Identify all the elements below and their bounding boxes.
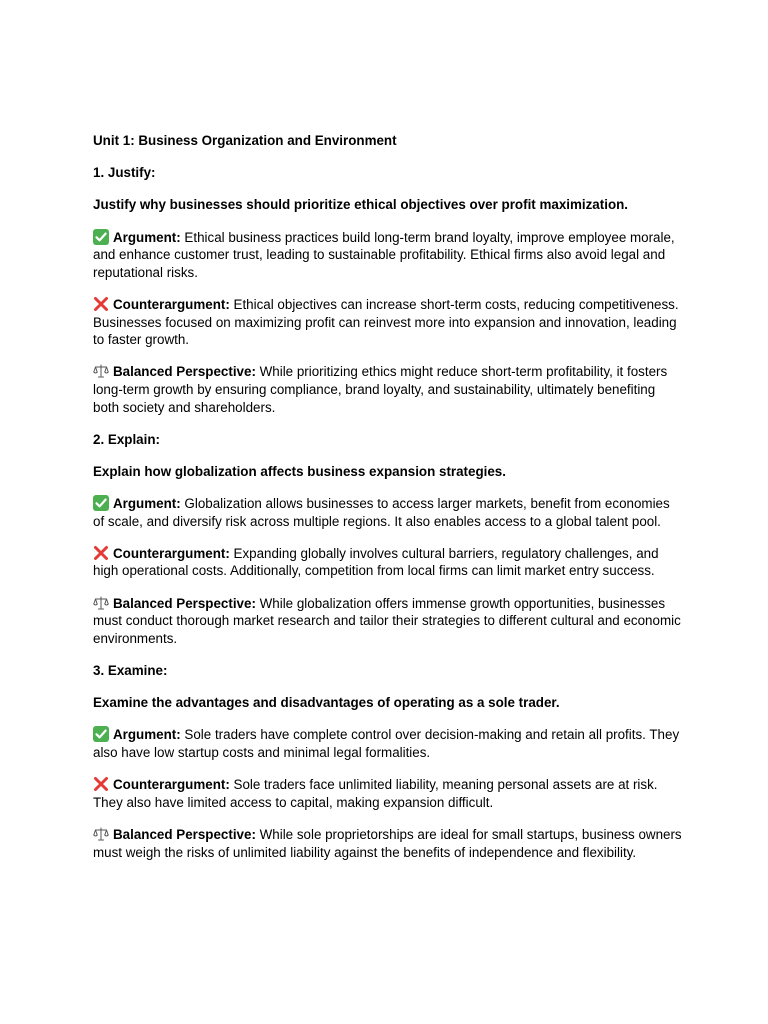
balance-scale-icon [93, 595, 109, 611]
balance-scale-icon [93, 363, 109, 379]
argument-paragraph [93, 726, 683, 761]
balance-scale-icon [93, 826, 109, 842]
section-question: Explain how globalization affects business expansion strategies. [93, 463, 506, 479]
argument-label: Argument: [113, 229, 181, 245]
section-question: Justify why businesses should prioritize ethical objectives over profit maximization. [93, 197, 629, 213]
balanced-paragraph [93, 363, 683, 416]
cross-mark-icon [93, 545, 109, 561]
section-examine [93, 662, 683, 861]
section-heading: 1. Justify: [93, 165, 156, 181]
document-page [93, 132, 683, 876]
balanced-paragraph [93, 595, 683, 648]
cross-mark-icon [93, 296, 109, 312]
section-explain [93, 431, 683, 648]
argument-text: Ethical business practices build long-term brand loyalty, improve employee morale, and enhance customer trust, leading to sustainable profitability. Ethical firms also avoid legal and reputational risks. [93, 229, 675, 280]
section-justify [93, 164, 683, 416]
balanced-label: Balanced Perspective: [113, 826, 256, 842]
argument-text: Globalization allows businesses to access larger markets, benefit from economies of scale, and diversify risk across multiple regions. It also enables access to a global talent pool. [93, 496, 670, 529]
counterargument-text: Expanding globally involves cultural barriers, regulatory challenges, and high operational costs. Additionally, competition from local firms can limit market entry success. [93, 545, 659, 579]
balanced-text: While sole proprietorships are ideal for small startups, business owners must weigh the risks of unlimited liability against the benefits of independence and flexibility. [93, 826, 682, 860]
balanced-text: While globalization offers immense growth opportunities, businesses must conduct thorough market research and tailor their strategies to different cultural and economic environments. [93, 595, 681, 646]
argument-label: Argument: [113, 727, 181, 743]
balanced-text: While prioritizing ethics might reduce short-term profitability, it fosters long-term growth by ensuring compliance, brand loyalty, and sustainability, ultimately benefiting both society and shareholders. [93, 364, 668, 415]
counterargument-paragraph [93, 545, 683, 580]
check-mark-icon [93, 495, 109, 511]
counterargument-text: Ethical objectives can increase short-term costs, reducing competitiveness. Businesses focused on maximizing profit can reinvest more into expansion and innovation, leading to faster growth. [93, 296, 679, 348]
counterargument-text: Sole traders face unlimited liability, meaning personal assets are at risk. They also have limited access to capital, making expansion difficult. [93, 777, 658, 810]
counterargument-label: Counterargument: [113, 777, 230, 793]
balanced-paragraph [93, 826, 683, 861]
argument-paragraph [93, 229, 683, 282]
check-mark-icon [93, 229, 109, 245]
section-heading: 2. Explain: [93, 431, 160, 447]
counterargument-paragraph [93, 776, 683, 811]
balanced-label: Balanced Perspective: [113, 595, 256, 611]
counterargument-label: Counterargument: [113, 296, 230, 312]
argument-text: Sole traders have complete control over decision-making and retain all profits. They also have low startup costs and minimal legal formalities. [93, 727, 680, 760]
argument-label: Argument: [113, 496, 181, 512]
check-mark-icon [93, 726, 109, 742]
cross-mark-icon [93, 776, 109, 792]
balanced-label: Balanced Perspective: [113, 364, 256, 380]
counterargument-paragraph [93, 296, 683, 349]
section-heading: 3. Examine: [93, 663, 168, 678]
counterargument-label: Counterargument: [113, 545, 230, 561]
document-title: Unit 1: Business Organization and Environment [93, 133, 397, 148]
section-question: Examine the advantages and disadvantages of operating as a sole trader. [93, 695, 560, 711]
argument-paragraph [93, 495, 683, 530]
